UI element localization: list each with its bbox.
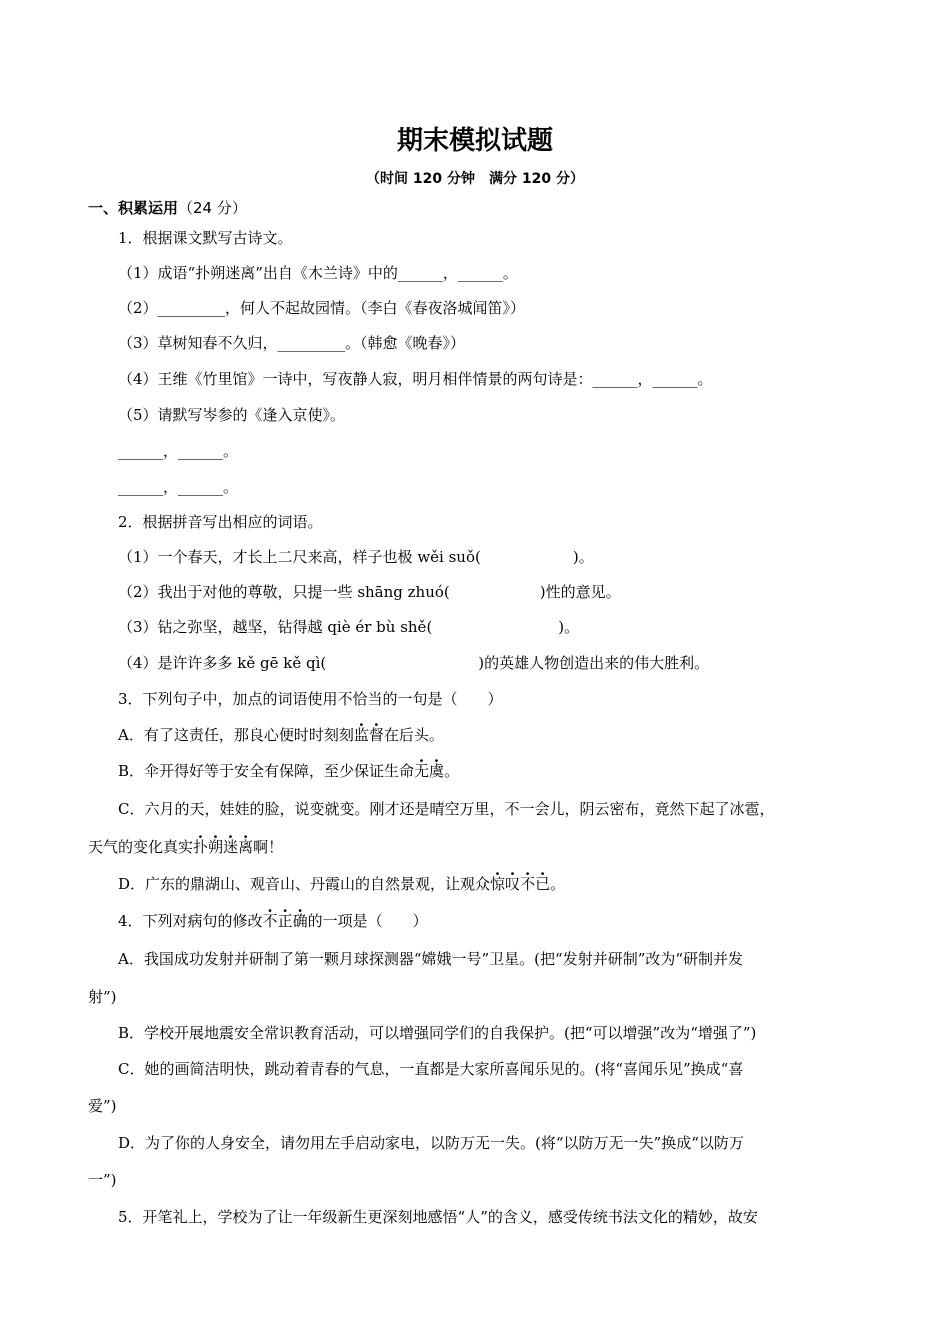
emphasis-char: 已 — [535, 875, 551, 893]
option-a-end: 在后头。 — [383, 726, 444, 744]
question-4-option-c-line1: C．她的画简洁明快，跳动着青春的气息，一直都是大家所喜闻乐见的。(将“喜闻乐见”换成“喜 — [118, 1060, 744, 1078]
section-heading — [88, 198, 870, 218]
question-4-end: 的一项是（ ） — [307, 912, 428, 930]
question-4-option-a-line1: A．我国成功发射并研制了第一颗月球探测器“嫦娥一号”卫星。(把“发射并研制”改为“研制并发 — [118, 950, 744, 968]
question-2: 2．根据拼音写出相应的词语。 — [118, 513, 323, 531]
question-2-1-end: )。 — [572, 548, 594, 566]
option-b-text: B．伞开得好等于安全有保障，至少保证生命 — [118, 762, 415, 780]
question-2-3-text: （3）钻之弥坚，越坚，钻得越 qiè ér bù shě( — [118, 618, 433, 636]
question-3-option-b — [118, 761, 870, 781]
question-1: 1．根据课文默写古诗文。 — [118, 229, 293, 247]
emphasis-char: 督 — [368, 726, 384, 744]
question-4-option-c-line2: 爱”) — [88, 1097, 117, 1115]
emphasized-word-b — [414, 762, 444, 780]
question-2-4-text: （4）是许许多多 kě gē kě qì( — [118, 654, 327, 672]
question-1-1: （1）成语“扑朔迷离”出自《木兰诗》中的______，______。 — [118, 264, 518, 282]
emphasis-char: 正 — [277, 912, 293, 930]
question-2-2 — [118, 582, 870, 602]
emphasized-word-d — [490, 875, 550, 893]
question-1-5-line-b: ______，______。 — [118, 478, 239, 496]
question-3-option-c-line1: C．六月的天，娃娃的脸，说变就变。刚才还是晴空万里，不一会儿，阴云密布，竟然下起了冰雹， — [118, 800, 775, 818]
section-label: 一、积累运用 — [88, 199, 179, 217]
question-1-5: （5）请默写岑参的《逢入京使》。 — [118, 406, 346, 424]
emphasized-word-c — [193, 838, 253, 856]
emphasis-char: 监 — [353, 726, 369, 744]
question-3-option-a — [118, 725, 870, 745]
question-5: 5．开笔礼上，学校为了让一年级新生更深刻地感悟“人”的含义，感受传统书法文化的精妙，故安 — [118, 1208, 758, 1226]
question-2-3 — [118, 617, 870, 637]
question-4-option-a-line2: 射”) — [88, 988, 117, 1006]
question-2-3-end: )。 — [558, 618, 580, 636]
question-1-2: （2）_________，何人不起故园情。（李白《春夜洛城闻笛》） — [118, 299, 526, 317]
question-4-text: 4．下列对病句的修改 — [118, 912, 263, 930]
option-c-text: 天气的变化真实 — [88, 838, 194, 856]
emphasis-char: 扑 — [193, 838, 209, 856]
question-2-2-end: )性的意见。 — [539, 583, 621, 601]
option-d-text: D．广东的鼎湖山、观音山、丹霞山的自然景观，让观众 — [118, 875, 491, 893]
option-b-end: 。 — [444, 762, 460, 780]
emphasized-word-a — [354, 726, 384, 744]
exam-subtitle: （时间 120 分钟 满分 120 分） — [366, 171, 584, 187]
question-1-4: （4）王维《竹里馆》一诗中，写夜静人寂，明月相伴情景的两句诗是：______，______。 — [118, 370, 713, 388]
question-1-3: （3）草树知春不久归，_________。（韩愈《晚春》） — [118, 334, 466, 352]
section-score: （24 分） — [178, 199, 247, 217]
question-2-1-text: （1）一个春天，才长上二尺来高，样子也极 wěi suǒ( — [118, 548, 481, 566]
page-title: 期末模拟试题 — [396, 126, 553, 156]
question-1-5-line-a: ______，______。 — [118, 442, 239, 460]
question-2-2-text: （2）我出于对他的尊敬，只提一些 shāng zhuó( — [118, 583, 450, 601]
question-4-option-b: B．学校开展地震安全常识教育活动，可以增强同学们的自我保护。(把“可以增强”改为“增强了”) — [118, 1024, 757, 1042]
emphasis-char: 确 — [292, 912, 308, 930]
option-c-end: 啊！ — [253, 838, 284, 856]
emphasis-char: 不 — [520, 875, 536, 893]
emphasis-char: 朔 — [208, 838, 224, 856]
emphasis-char: 惊 — [490, 875, 506, 893]
emphasis-char: 迷 — [223, 838, 239, 856]
question-2-4 — [118, 653, 870, 673]
emphasis-char: 虞 — [429, 762, 445, 780]
emphasis-char: 离 — [238, 838, 254, 856]
emphasized-word-q4 — [263, 912, 308, 930]
question-4 — [118, 911, 870, 931]
question-3-option-d — [118, 874, 870, 894]
question-2-4-end: )的英雄人物创造出来的伟大胜利。 — [478, 654, 710, 672]
emphasis-char: 叹 — [505, 875, 521, 893]
option-d-end: 。 — [550, 875, 566, 893]
question-4-option-d-line1: D．为了你的人身安全，请勿用左手启动家电，以防万无一失。(将“以防万无一失”换成“以防万 — [118, 1134, 744, 1152]
question-3: 3．下列句子中，加点的词语使用不恰当的一句是（ ） — [118, 690, 503, 708]
emphasis-char: 无 — [414, 762, 430, 780]
question-3-option-c-line2 — [88, 837, 870, 857]
question-4-option-d-line2: 一”) — [88, 1171, 117, 1189]
question-2-1 — [118, 547, 870, 567]
option-a-text: A．有了这责任，那良心便时时刻刻 — [118, 726, 354, 744]
emphasis-char: 不 — [262, 912, 278, 930]
